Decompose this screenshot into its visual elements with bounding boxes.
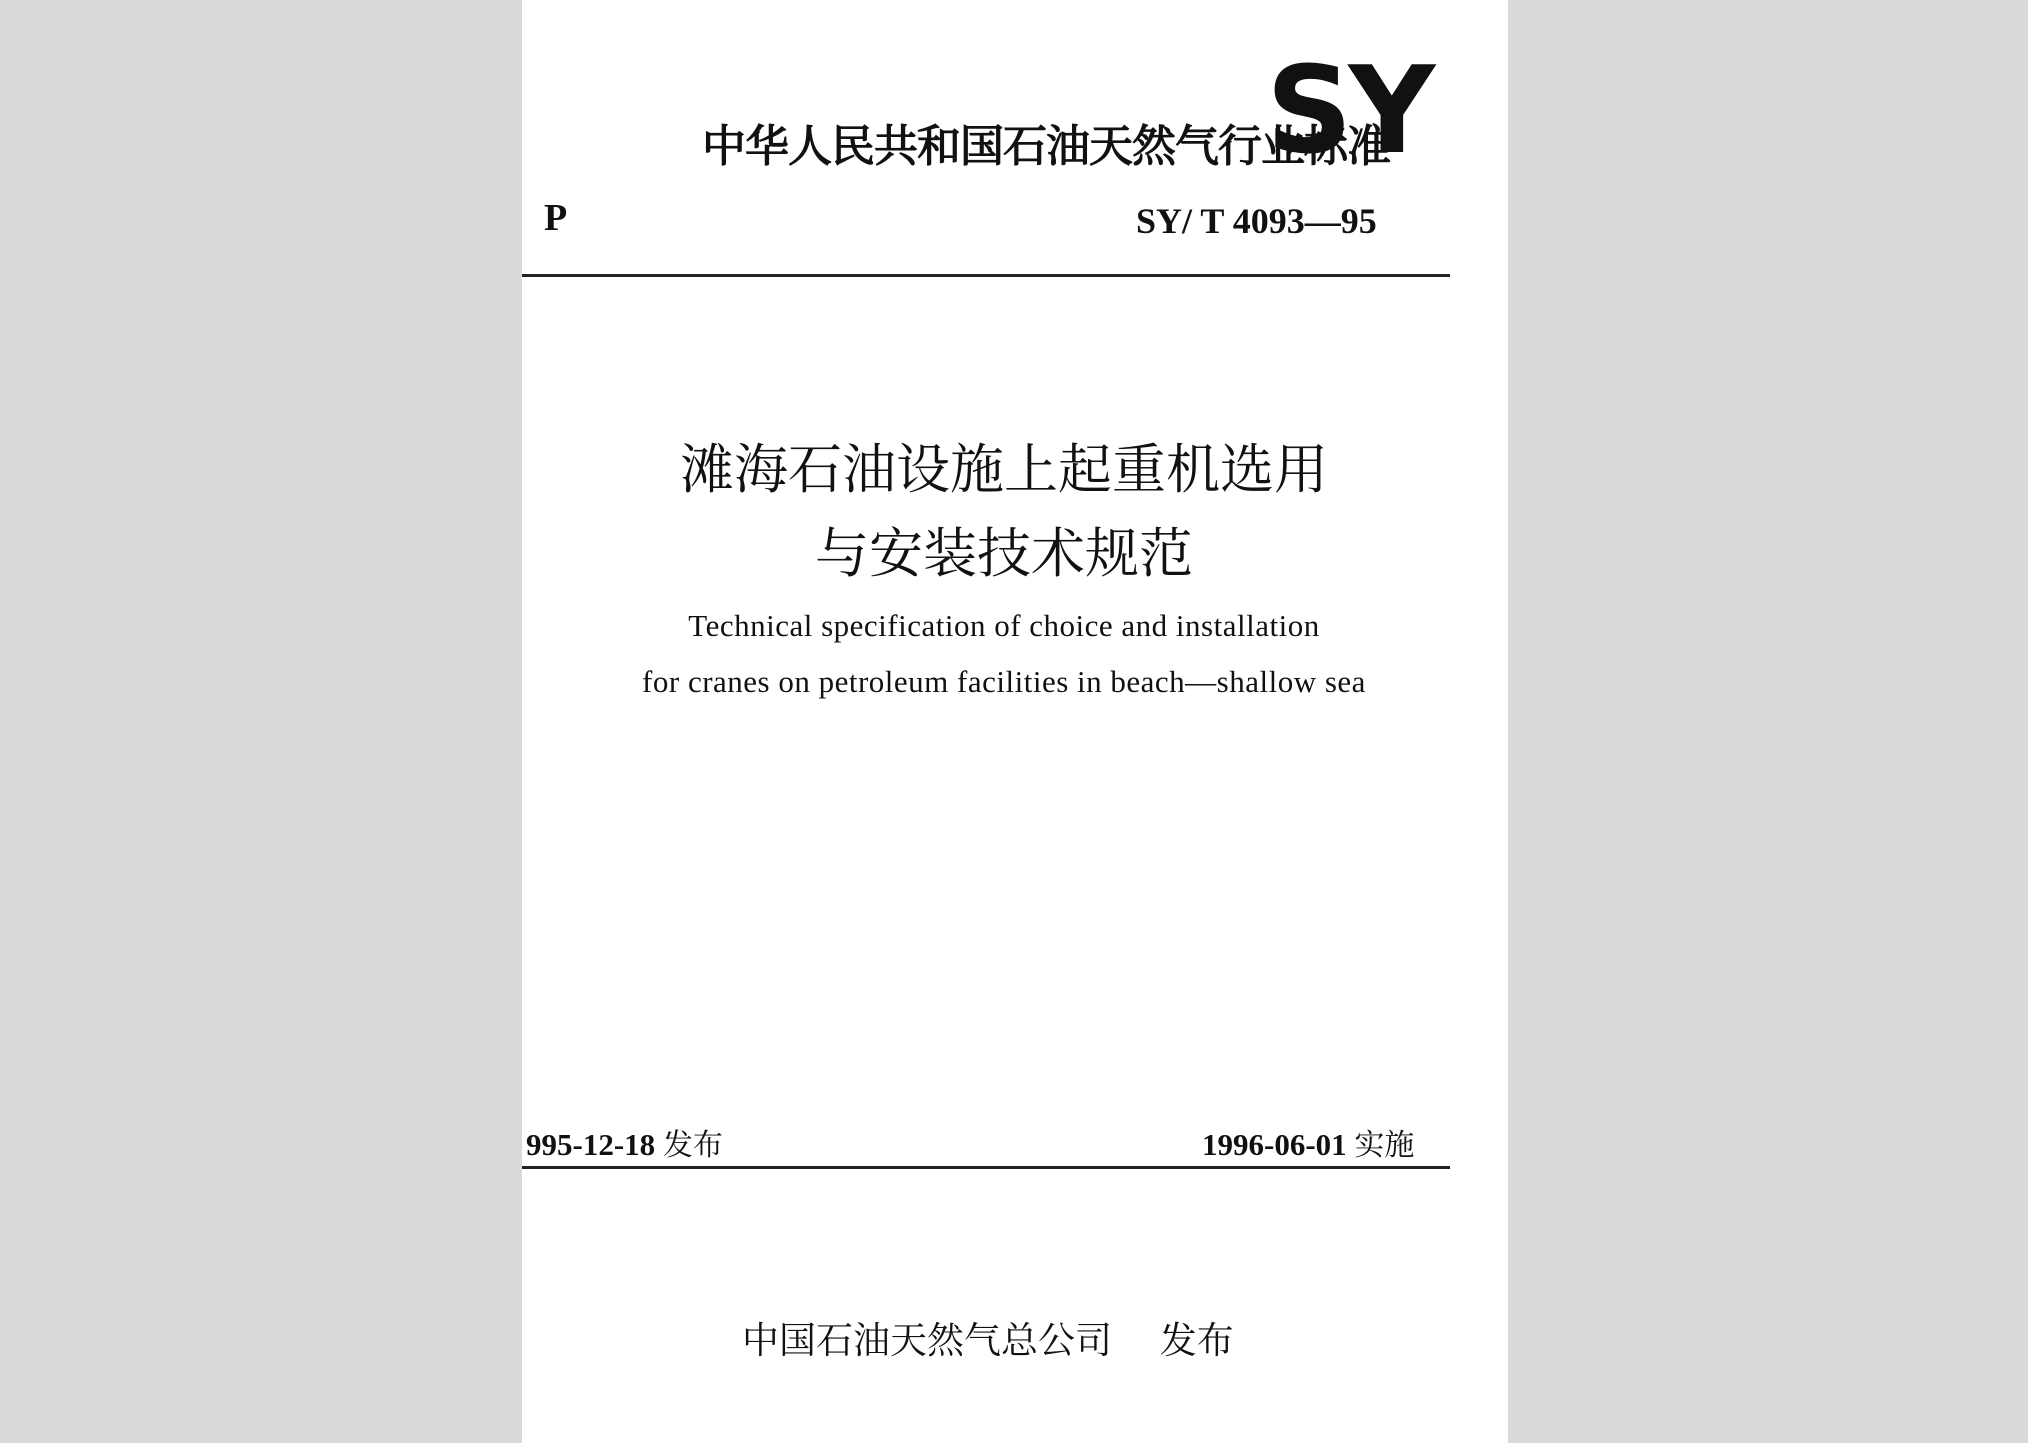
title-english: [522, 598, 1508, 710]
document-page: [522, 0, 1508, 1443]
title-chinese-line-1: 滩海石油设施上起重机选用: [680, 438, 1328, 501]
title-chinese: [522, 428, 1508, 596]
classification-code: P: [544, 197, 568, 239]
implement-date-block: [1202, 1120, 1414, 1164]
implement-label: 实施: [1354, 1128, 1415, 1163]
issue-date-block: [526, 1120, 723, 1164]
national-standard-heading: 中华人民共和国石油天然气行业标准: [702, 121, 1390, 172]
publisher-name: 中国石油天然气总公司: [742, 1319, 1112, 1362]
publisher-action: 发布: [1159, 1319, 1234, 1362]
standard-number: SY/ T 4093—95: [1136, 201, 1377, 241]
title-english-line-1: Technical specification of choice and installation: [688, 608, 1320, 643]
implement-date: 1996-06-01: [1202, 1127, 1347, 1162]
publisher-block: [742, 1310, 1234, 1364]
top-divider: [522, 274, 1450, 277]
issue-label: 发布: [662, 1128, 723, 1163]
bottom-divider: [522, 1166, 1450, 1169]
title-chinese-line-2: 与安装技术规范: [815, 522, 1193, 585]
sy-logo: SY: [1266, 42, 1432, 181]
issue-date: 995-12-18: [526, 1127, 656, 1162]
title-english-line-2: for cranes on petroleum facilities in beach—shallow sea: [642, 664, 1366, 699]
